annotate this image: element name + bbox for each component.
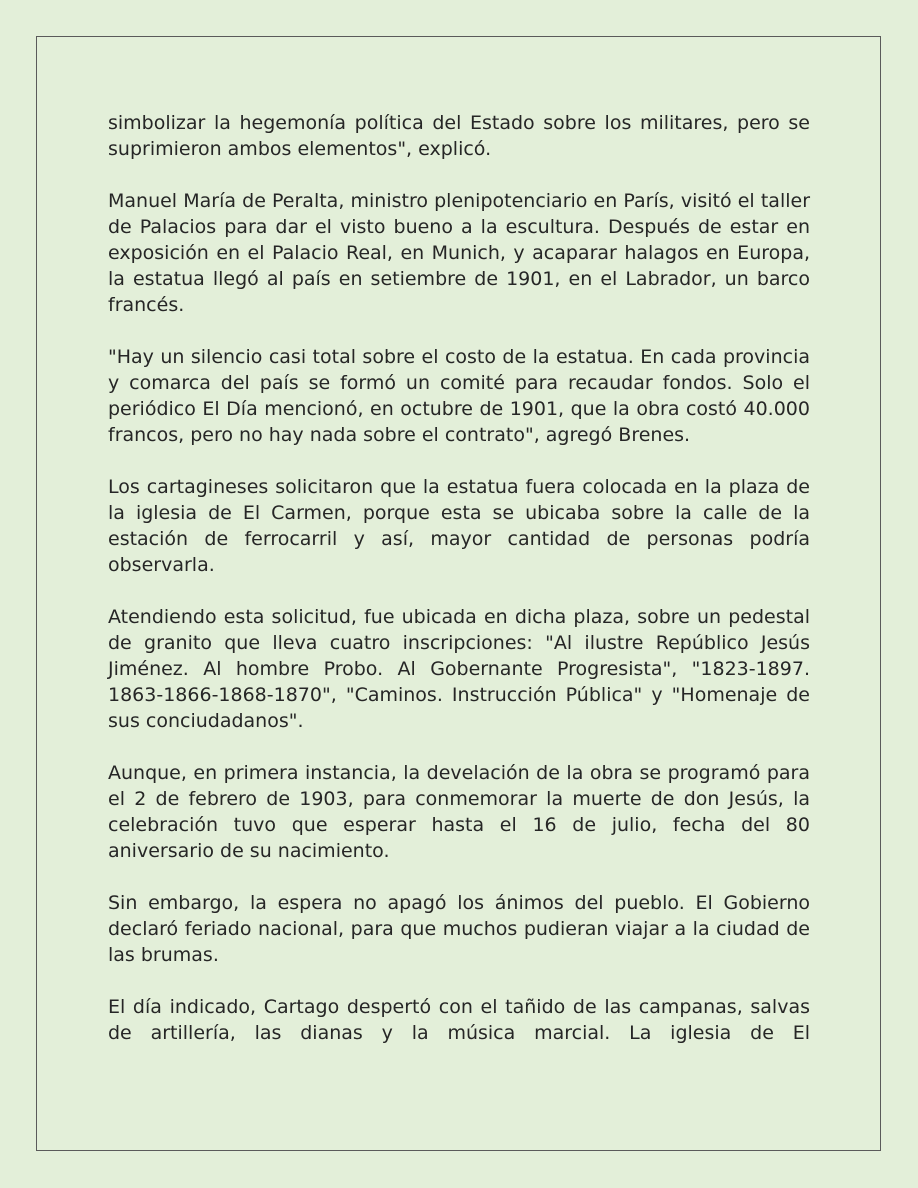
paragraph-4: Los cartagineses solicitaron que la estatua fuera colocada en la plaza de la iglesia de El Carmen, porque esta se ubicaba sobre la calle de la estación de ferrocarril y así, mayor cantidad de personas podría observarla.: [108, 476, 810, 576]
paragraph-3: "Hay un silencio casi total sobre el costo de la estatua. En cada provincia y comarca del país se formó un comité para recaudar fondos. Solo el periódico El Día mencionó, en octubre de 1901, que la obra costó 40.000 francos, pero no hay nada sobre el contrato", agregó Brenes.: [108, 346, 810, 446]
article-text: [108, 110, 810, 1046]
paragraph-1: simbolizar la hegemonía política del Estado sobre los militares, pero se suprimieron ambos elementos", explicó.: [108, 112, 810, 160]
paragraph-2: Manuel María de Peralta, ministro plenipotenciario en París, visitó el taller de Palacios para dar el visto bueno a la escultura. Después de estar en exposición en el Palacio Real, en Munich, y acaparar halagos en Europa, la estatua llegó al país en setiembre de 1901, en el Labrador, un barco francés.: [108, 190, 810, 316]
paragraph-5: Atendiendo esta solicitud, fue ubicada en dicha plaza, sobre un pedestal de granito que lleva cuatro inscripciones: "Al ilustre Repúblico Jesús Jiménez. Al hombre Probo. Al Gobernante Progresista", "1823-1897. 1863-1866-1868-1870", "Caminos. Instrucción Pública" y "Homenaje de sus conciudadanos".: [108, 606, 810, 732]
paragraph-8: El día indicado, Cartago despertó con el tañido de las campanas, salvas de artillería, las dianas y la música marcial. La iglesia de El: [108, 996, 810, 1044]
paragraph-7: Sin embargo, la espera no apagó los ánimos del pueblo. El Gobierno declaró feriado nacional, para que muchos pudieran viajar a la ciudad de las brumas.: [108, 892, 810, 966]
paragraph-6: Aunque, en primera instancia, la develación de la obra se programó para el 2 de febrero de 1903, para conmemorar la muerte de don Jesús, la celebración tuvo que esperar hasta el 16 de julio, fecha del 80 aniversario de su nacimiento.: [108, 762, 810, 862]
